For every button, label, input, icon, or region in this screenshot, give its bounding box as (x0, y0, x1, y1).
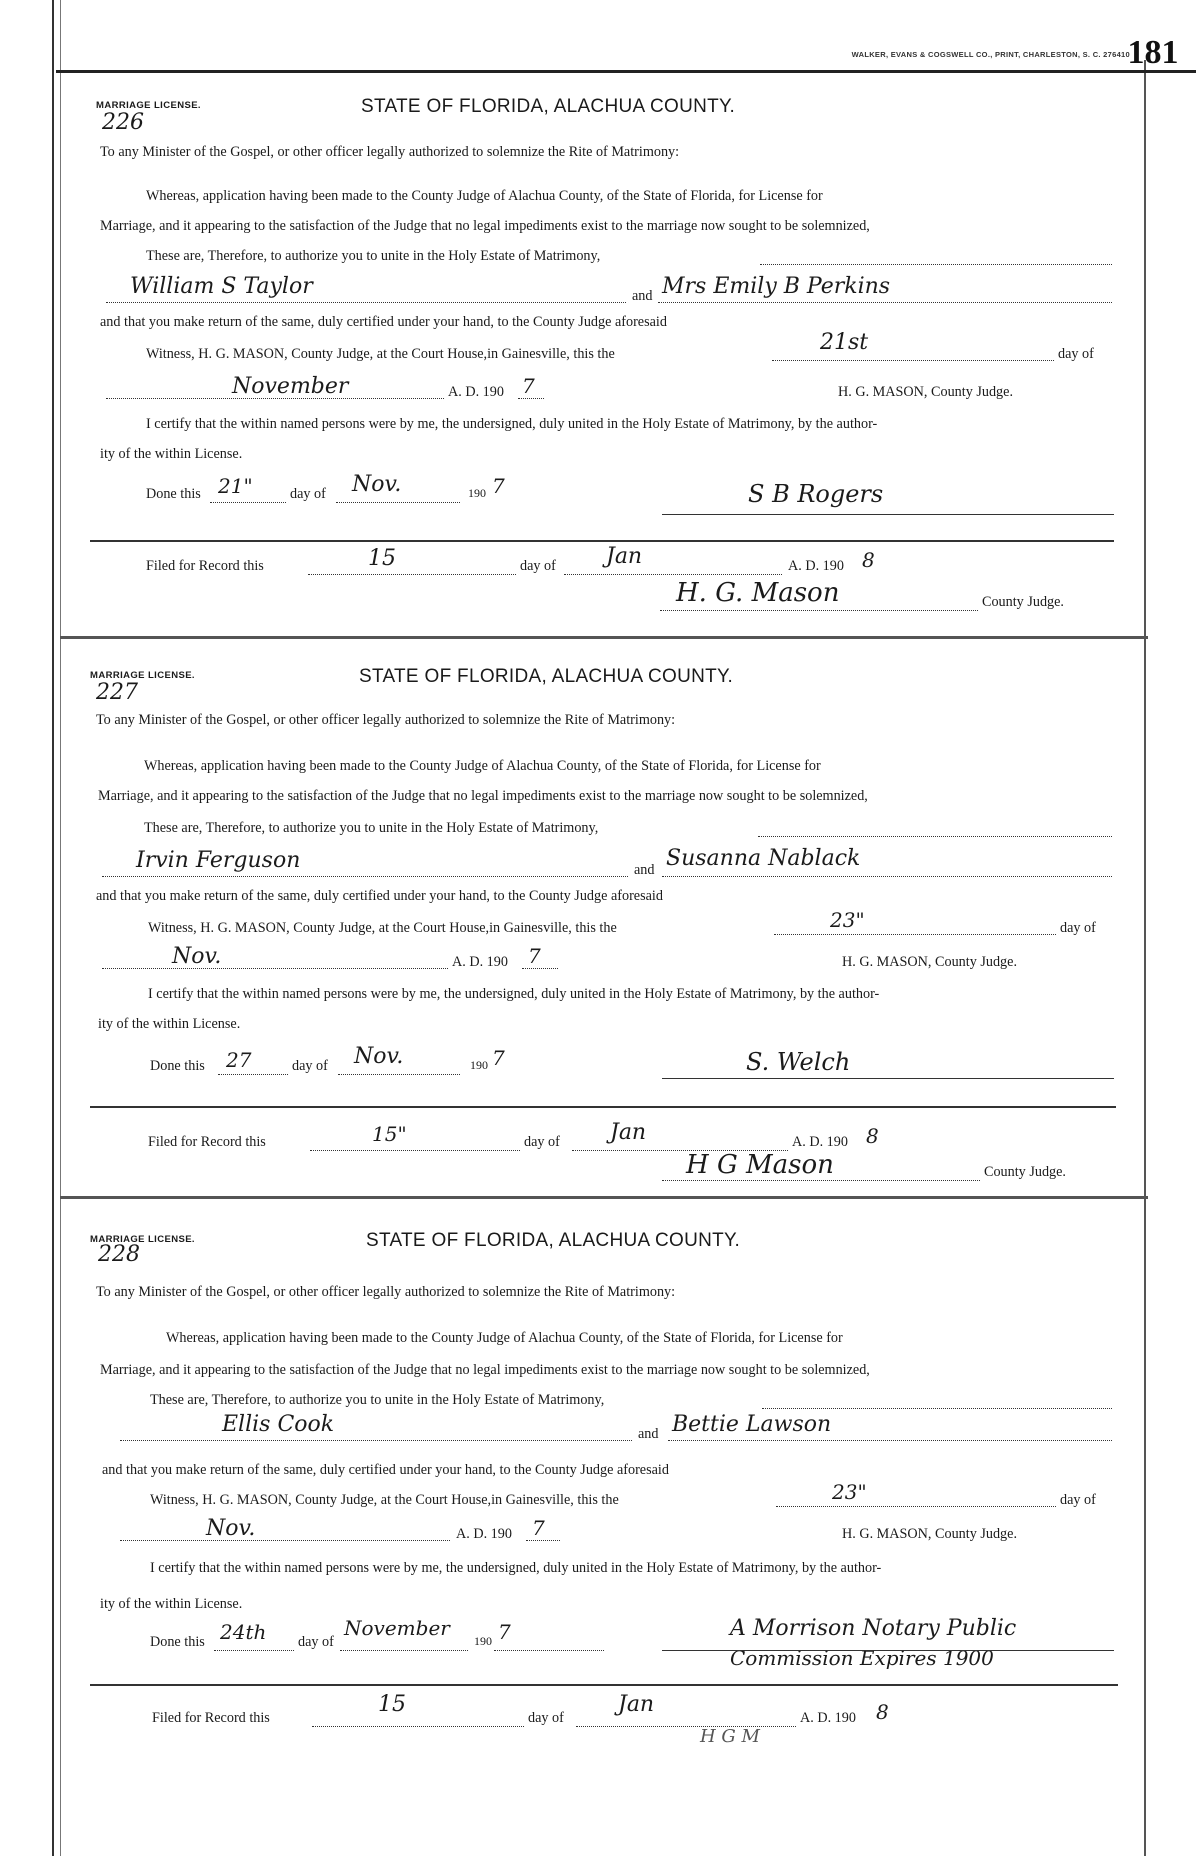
done-month: Nov. (354, 1044, 404, 1069)
license-number: 228 (98, 1242, 140, 1267)
license-number: 227 (96, 680, 138, 705)
license-label: MARRIAGE LICENSE. (90, 670, 195, 681)
officiant-commission: Commission Expires 1900 (730, 1646, 994, 1670)
fill-line (758, 836, 1112, 837)
fill-line (518, 398, 544, 399)
done-year: 7 (492, 474, 505, 498)
return-text: and that you make return of the same, duly certified under your hand, to the County Judge aforesaid (96, 888, 663, 904)
judge-signature: H. G. Mason (676, 578, 840, 608)
authorize-text: These are, Therefore, to authorize you to unite in the Holy Estate of Matrimony, (150, 1392, 605, 1408)
filed-label: Filed for Record this (148, 1134, 266, 1150)
witness-day: 21st (820, 330, 869, 355)
filed-month: Jan (610, 1120, 647, 1145)
certify-text: I certify that the within named persons were by me, the undersigned, duly united in the Holy Estate of Matrimony, by the author- (148, 986, 880, 1002)
license-label: MARRIAGE LICENSE. (90, 1234, 195, 1245)
fill-line (522, 968, 558, 969)
done-label: Done this (150, 1058, 205, 1074)
year-prefix: 190 (474, 1634, 492, 1648)
state-title: STATE OF FLORIDA, ALACHUA COUNTY. (366, 1230, 741, 1251)
judge-label: H. G. MASON, County Judge. (842, 954, 1017, 970)
officiant-signature: A Morrison Notary Public (730, 1616, 1017, 1641)
signature-line (662, 1650, 1114, 1651)
fill-line (218, 1074, 288, 1075)
done-year: 7 (492, 1046, 505, 1070)
ad-label: A. D. 190 (792, 1134, 848, 1150)
witness-month: Nov. (206, 1516, 256, 1541)
signature-line (662, 514, 1114, 515)
county-judge-label: County Judge. (984, 1164, 1066, 1180)
section-divider (60, 636, 1148, 639)
done-month: November (344, 1616, 450, 1640)
bride-name: Bettie Lawson (672, 1412, 832, 1437)
judge-signature: H G M (700, 1726, 760, 1747)
fill-line (336, 502, 460, 503)
fill-line (662, 1180, 980, 1181)
fill-line (312, 1726, 524, 1727)
fill-line (774, 934, 1056, 935)
judge-signature: H G Mason (686, 1150, 834, 1180)
certify-text: I certify that the within named persons were by me, the undersigned, duly united in the Holy Estate of Matrimony, by the author- (150, 1560, 882, 1576)
done-day: 24th (220, 1620, 267, 1644)
ad-label: A. D. 190 (788, 558, 844, 574)
fill-line (564, 574, 782, 575)
witness-month: November (232, 374, 349, 399)
intro-text: To any Minister of the Gospel, or other officer legally authorized to solemnize the Rite of Matrimony: (96, 712, 676, 728)
page-number: 181 (1127, 34, 1179, 71)
groom-name: Ellis Cook (222, 1412, 335, 1437)
done-day: 21" (218, 474, 253, 498)
whereas-text: Marriage, and it appearing to the satisfaction of the Judge that no legal impediments exist to the marriage now sought to be solemnized, (98, 788, 868, 804)
filing-separator (90, 540, 1114, 542)
day-of-label: day of (528, 1710, 564, 1726)
return-text: and that you make return of the same, duly certified under your hand, to the County Judge aforesaid (100, 314, 667, 330)
fill-line (308, 574, 516, 575)
authorize-text: These are, Therefore, to authorize you to unite in the Holy Estate of Matrimony, (146, 248, 601, 264)
fill-line (102, 968, 448, 969)
witness-day: 23" (832, 1480, 867, 1504)
section-divider (60, 1196, 1148, 1199)
witness-day: 23" (830, 908, 865, 932)
day-of-label: day of (290, 486, 326, 502)
fill-line (776, 1506, 1056, 1507)
authorize-text: These are, Therefore, to authorize you to unite in the Holy Estate of Matrimony, (144, 820, 599, 836)
done-day: 27 (226, 1048, 252, 1072)
filed-label: Filed for Record this (146, 558, 264, 574)
fill-line (106, 302, 626, 303)
officiant-signature: S B Rogers (748, 480, 884, 508)
filed-month: Jan (606, 544, 643, 569)
whereas-text: Marriage, and it appearing to the satisfaction of the Judge that no legal impediments exist to the marriage now sought to be solemnized, (100, 218, 870, 234)
fill-line (340, 1650, 468, 1651)
fill-line (210, 502, 286, 503)
and-label: and (638, 1426, 659, 1442)
page-edge (1144, 60, 1146, 1856)
intro-text: To any Minister of the Gospel, or other officer legally authorized to solemnize the Rite of Matrimony: (96, 1284, 676, 1300)
return-text: and that you make return of the same, duly certified under your hand, to the County Judge aforesaid (102, 1462, 669, 1478)
day-of-label: day of (1060, 920, 1096, 936)
filed-day: 15" (372, 1122, 407, 1146)
witness-month: Nov. (172, 944, 222, 969)
done-month: Nov. (352, 472, 402, 497)
day-of-label: day of (524, 1134, 560, 1150)
signature-line (662, 1078, 1114, 1079)
intro-text: To any Minister of the Gospel, or other officer legally authorized to solemnize the Rite of Matrimony: (100, 144, 680, 160)
whereas-text: Whereas, application having been made to the County Judge of Alachua County, of the State of Florida, for License for (144, 758, 821, 774)
whereas-text: Whereas, application having been made to the County Judge of Alachua County, of the State of Florida, for License for (166, 1330, 843, 1346)
filed-day: 15 (378, 1692, 406, 1717)
filed-year: 8 (862, 548, 875, 572)
filed-label: Filed for Record this (152, 1710, 270, 1726)
fill-line (494, 1650, 604, 1651)
license-label: MARRIAGE LICENSE. (96, 100, 201, 111)
day-of-label: day of (1058, 346, 1094, 362)
certify-text: ity of the within License. (100, 1596, 243, 1612)
filed-month: Jan (618, 1692, 655, 1717)
witness-text: Witness, H. G. MASON, County Judge, at the Court House,in Gainesville, this the (146, 346, 615, 362)
groom-name: William S Taylor (130, 274, 313, 299)
ad-label: A. D. 190 (800, 1710, 856, 1726)
done-label: Done this (150, 1634, 205, 1650)
fill-line (658, 302, 1112, 303)
witness-text: Witness, H. G. MASON, County Judge, at the Court House,in Gainesville, this the (150, 1492, 619, 1508)
ad-label: A. D. 190 (448, 384, 504, 400)
filed-year: 8 (876, 1700, 889, 1724)
year-prefix: 190 (470, 1058, 488, 1072)
fill-line (772, 360, 1054, 361)
witness-text: Witness, H. G. MASON, County Judge, at the Court House,in Gainesville, this the (148, 920, 617, 936)
bride-name: Susanna Nablack (666, 846, 861, 871)
day-of-label: day of (292, 1058, 328, 1074)
year-prefix: 190 (468, 486, 486, 500)
certify-text: I certify that the within named persons were by me, the undersigned, duly united in the Holy Estate of Matrimony, by the author- (146, 416, 878, 432)
filing-separator (90, 1684, 1118, 1686)
fill-line (526, 1540, 560, 1541)
page-edge (52, 0, 54, 1856)
top-rule (56, 70, 1196, 73)
bride-name: Mrs Emily B Perkins (662, 274, 891, 299)
witness-year: 7 (522, 374, 535, 398)
judge-label: H. G. MASON, County Judge. (838, 384, 1013, 400)
and-label: and (632, 288, 653, 304)
page-edge (60, 0, 61, 1856)
filed-year: 8 (866, 1124, 879, 1148)
fill-line (310, 1150, 520, 1151)
printer-imprint: WALKER, EVANS & COGSWELL CO., PRINT, CHARLESTON, S. C. 276410 (851, 50, 1130, 59)
day-of-label: day of (1060, 1492, 1096, 1508)
judge-label: H. G. MASON, County Judge. (842, 1526, 1017, 1542)
fill-line (338, 1074, 460, 1075)
fill-line (760, 264, 1112, 265)
done-year: 7 (498, 1620, 511, 1644)
fill-line (120, 1440, 632, 1441)
day-of-label: day of (298, 1634, 334, 1650)
witness-year: 7 (532, 1516, 545, 1540)
filing-separator (90, 1106, 1116, 1108)
witness-year: 7 (528, 944, 541, 968)
day-of-label: day of (520, 558, 556, 574)
ad-label: A. D. 190 (456, 1526, 512, 1542)
groom-name: Irvin Ferguson (136, 848, 301, 873)
filed-day: 15 (368, 546, 396, 571)
whereas-text: Marriage, and it appearing to the satisfaction of the Judge that no legal impediments exist to the marriage now sought to be solemnized, (100, 1362, 870, 1378)
whereas-text: Whereas, application having been made to the County Judge of Alachua County, of the State of Florida, for License for (146, 188, 823, 204)
state-title: STATE OF FLORIDA, ALACHUA COUNTY. (361, 96, 736, 117)
fill-line (214, 1650, 294, 1651)
state-title: STATE OF FLORIDA, ALACHUA COUNTY. (359, 666, 734, 687)
ad-label: A. D. 190 (452, 954, 508, 970)
fill-line (668, 1440, 1112, 1441)
fill-line (576, 1726, 796, 1727)
fill-line (106, 398, 444, 399)
officiant-signature: S. Welch (746, 1048, 851, 1076)
fill-line (762, 1408, 1112, 1409)
fill-line (120, 1540, 450, 1541)
county-judge-label: County Judge. (982, 594, 1064, 610)
and-label: and (634, 862, 655, 878)
certify-text: ity of the within License. (100, 446, 243, 462)
fill-line (660, 610, 978, 611)
fill-line (662, 876, 1112, 877)
done-label: Done this (146, 486, 201, 502)
fill-line (102, 876, 628, 877)
license-number: 226 (102, 110, 144, 135)
certify-text: ity of the within License. (98, 1016, 241, 1032)
